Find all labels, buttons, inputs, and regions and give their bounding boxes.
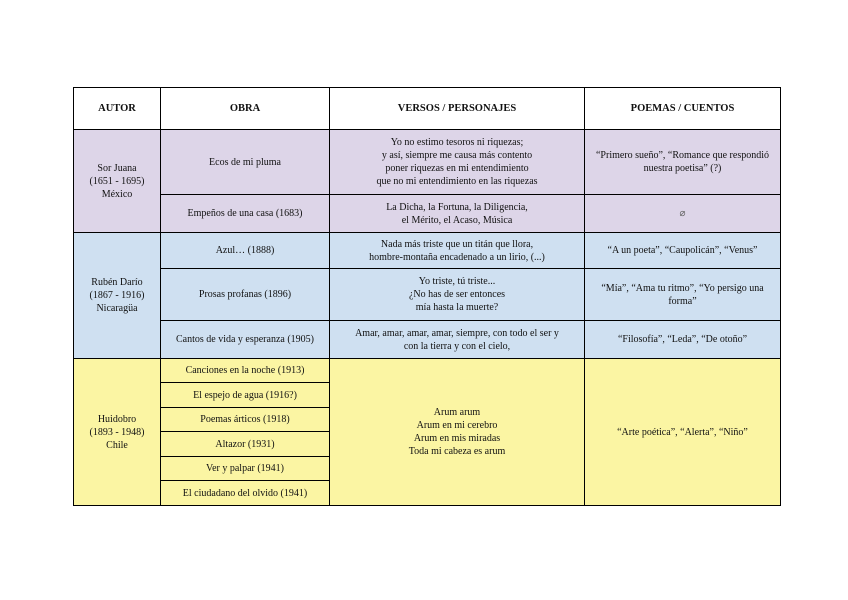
poems-cell: “Arte poética”, “Alerta”, “Niño”: [585, 359, 781, 506]
verse-line: el Mérito, el Acaso, Música: [401, 214, 513, 226]
author-country: Nicaragüa: [96, 303, 138, 314]
work-title: Poemas árticos (1918): [161, 408, 330, 432]
verses-cell: [330, 269, 585, 321]
verse-line: La Dicha, la Fortuna, la Diligencia,: [386, 201, 528, 213]
header-row: [74, 88, 781, 130]
author-name: Huidobro: [97, 413, 137, 425]
poems-cell: “Filosofía”, “Leda”, “De otoño”: [585, 321, 781, 359]
verse-line: Amar, amar, amar, amar, siempre, con todo el ser y: [355, 327, 559, 339]
verse-line: Nada más triste que un titán que llora,: [380, 238, 534, 250]
work-title: Canciones en la noche (1913): [161, 359, 330, 383]
table-row: [74, 233, 781, 269]
table-row: [74, 195, 781, 233]
poems-cell-empty: ⌀: [585, 195, 781, 233]
verse-line: mía hasta la muerte?: [415, 302, 499, 313]
author-country: México: [101, 188, 133, 200]
verse-line: hombre-montaña encadenado a un lirio, (...): [369, 251, 545, 263]
verse-line: con la tierra y con el cielo,: [403, 340, 511, 352]
literature-table: [73, 87, 781, 506]
work-title: Azul… (1888): [161, 233, 330, 269]
header-obra: OBRA: [161, 88, 330, 130]
verse-line: Arum en mi cerebro: [416, 420, 498, 431]
poems-cell: “A un poeta”, “Caupolicán”, “Venus”: [585, 233, 781, 269]
table-row: [74, 130, 781, 195]
verses-cell: [330, 359, 585, 506]
work-title: Ver y palpar (1941): [161, 457, 330, 481]
author-years: (1867 - 1916): [89, 290, 145, 301]
work-title: Prosas profanas (1896): [161, 269, 330, 321]
verse-line: y así, siempre me causa más contento: [381, 150, 533, 161]
header-versos: VERSOS / PERSONAJES: [330, 88, 585, 130]
verse-line: Arum en mis miradas: [413, 433, 501, 444]
work-title: Cantos de vida y esperanza (1905): [161, 321, 330, 359]
author-name: Sor Juana: [97, 162, 137, 174]
work-title: El espejo de agua (1916?): [161, 383, 330, 408]
header-autor: AUTOR: [74, 88, 161, 130]
poems-cell: “Primero sueño”, “Romance que respondió nuestra poetisa” (?): [585, 130, 781, 195]
work-title: Altazor (1931): [161, 432, 330, 457]
verses-cell: [330, 195, 585, 233]
poems-cell: “Mía”, “Ama tu ritmo”, “Yo persigo una forma”: [585, 269, 781, 321]
author-years: (1651 - 1695): [89, 175, 145, 187]
verse-line: Toda mi cabeza es arum: [408, 446, 506, 457]
verse-line: Arum arum: [433, 407, 481, 418]
author-cell-dario: [74, 233, 161, 359]
header-poemas: POEMAS / CUENTOS: [585, 88, 781, 130]
author-cell-sor-juana: [74, 130, 161, 233]
author-cell-huidobro: [74, 359, 161, 506]
table-row: [74, 321, 781, 359]
verse-line: poner riquezas en mi entendimiento: [385, 163, 529, 174]
table-row: [74, 269, 781, 321]
work-title: Ecos de mi pluma: [161, 130, 330, 195]
table-row: [74, 359, 781, 383]
author-years: (1893 - 1948): [89, 426, 145, 438]
author-country: Chile: [106, 439, 128, 451]
verses-cell: [330, 233, 585, 269]
verse-line: que no mi entendimiento en las riquezas: [376, 176, 538, 187]
author-name: Rubén Darío: [91, 277, 143, 288]
verses-cell: [330, 130, 585, 195]
verses-cell: [330, 321, 585, 359]
work-title: Empeños de una casa (1683): [161, 195, 330, 233]
verse-line: ¿No has de ser entonces: [408, 289, 506, 300]
verse-line: Yo no estimo tesoros ni riquezas;: [390, 137, 524, 148]
work-title: El ciudadano del olvido (1941): [161, 481, 330, 506]
verse-line: Yo triste, tú triste...: [418, 276, 496, 287]
